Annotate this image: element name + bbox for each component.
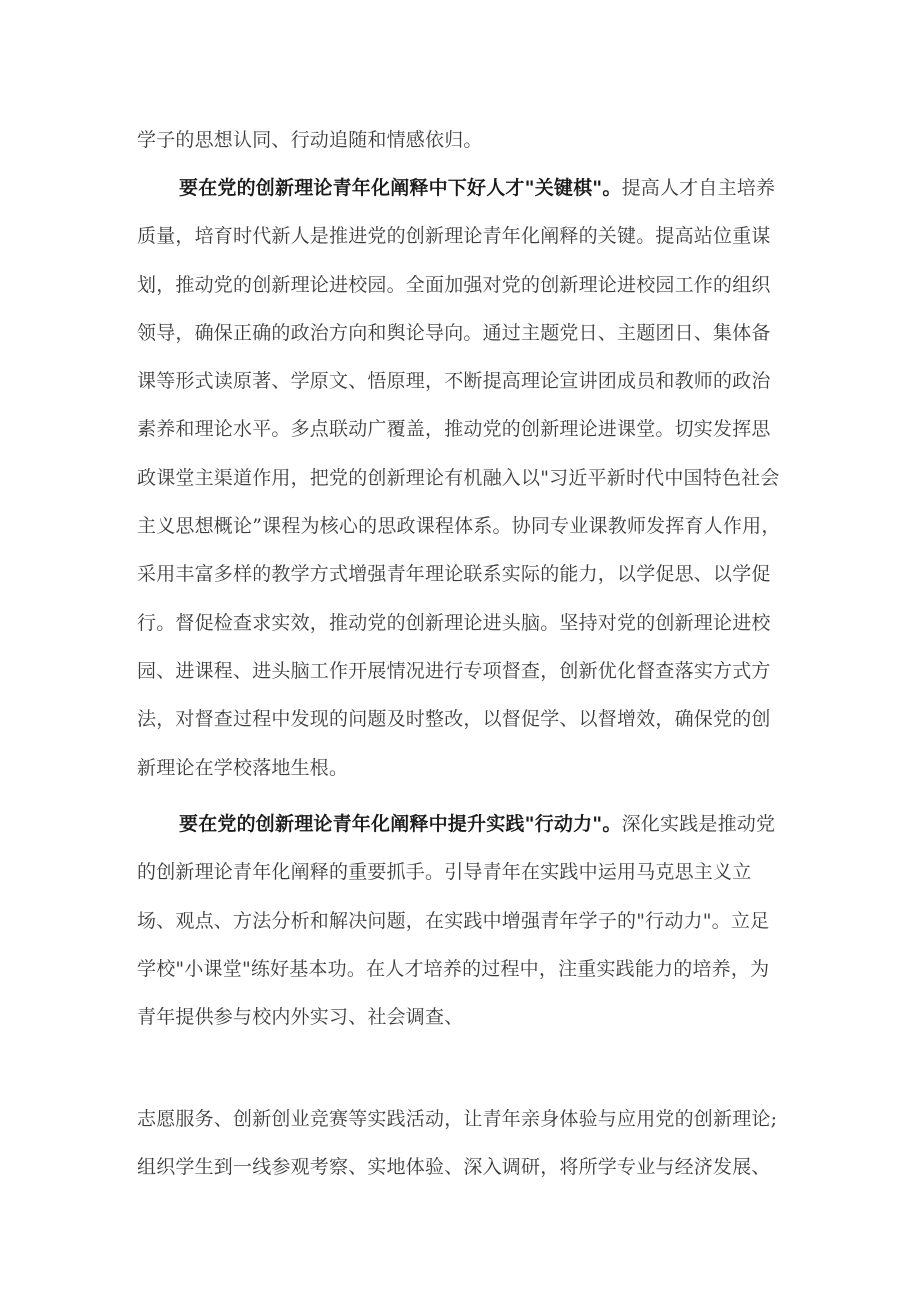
- paragraph-continuation: [137, 116, 785, 164]
- paragraph-talent: [137, 164, 785, 792]
- paragraph-heading: 要在党的创新理论青年化阐释中下好人才"关键棋"。: [179, 177, 622, 199]
- paragraph-continuation-2: [137, 1095, 785, 1192]
- paragraph-body: 提高人才自主培养质量，培育时代新人是推进党的创新理论青年化阐释的关键。提高站位重谋划，推动党的创新理论进校园。全面加强对党的创新理论进校园工作的组织领导，确保正确的政治方向和舆论导向。通过主题党日、主题团日、集体备课等形式读原著、学原文、悟原理，不断提高理论宣讲团成员和教师的政治素养和理论水平。多点联动广覆盖，推动党的创新理论进课堂。切实发挥思政课堂主渠道作用，把党的创新理论有机融入以"习近平新时代中国特色社会主义思想概论”课程为核心的思政课程体系。协同专业课教师发挥育人作用，采用丰富多样的教学方式增强青年理论联系实际的能力，以学促思、以学促行。督促检查求实效，推动党的创新理论进头脑。坚持对党的创新理论进校园、进课程、进头脑工作开展情况进行专项督查，创新优化督查落实方式方法，对督查过程中发现的问题及时整改，以督促学、以督增效，确保党的创新理论在学校落地生根。: [137, 177, 781, 779]
- paragraph-practice: [137, 800, 785, 1041]
- paragraph-body: 志愿服务、创新创业竞赛等实践活动，让青年亲身体验与应用党的创新理论;组织学生到一线参观考察、实地体验、深入调研，将所学专业与经济发展、: [137, 1108, 778, 1179]
- paragraph-body: 深化实践是推动党的创新理论青年化阐释的重要抓手。引导青年在实践中运用马克思主义立场、观点、方法分析和解决问题，在实践中增强青年学子的"行动力"。立足学校"小课堂"练好基本功。在人才培养的过程中，注重实践能力的培养，为青年提供参与校内外实习、社会调查、: [137, 813, 776, 1029]
- paragraph-body: 学子的思想认同、行动追随和情感依归。: [137, 129, 483, 151]
- paragraph-heading: 要在党的创新理论青年化阐释中提升实践"行动力"。: [179, 813, 622, 835]
